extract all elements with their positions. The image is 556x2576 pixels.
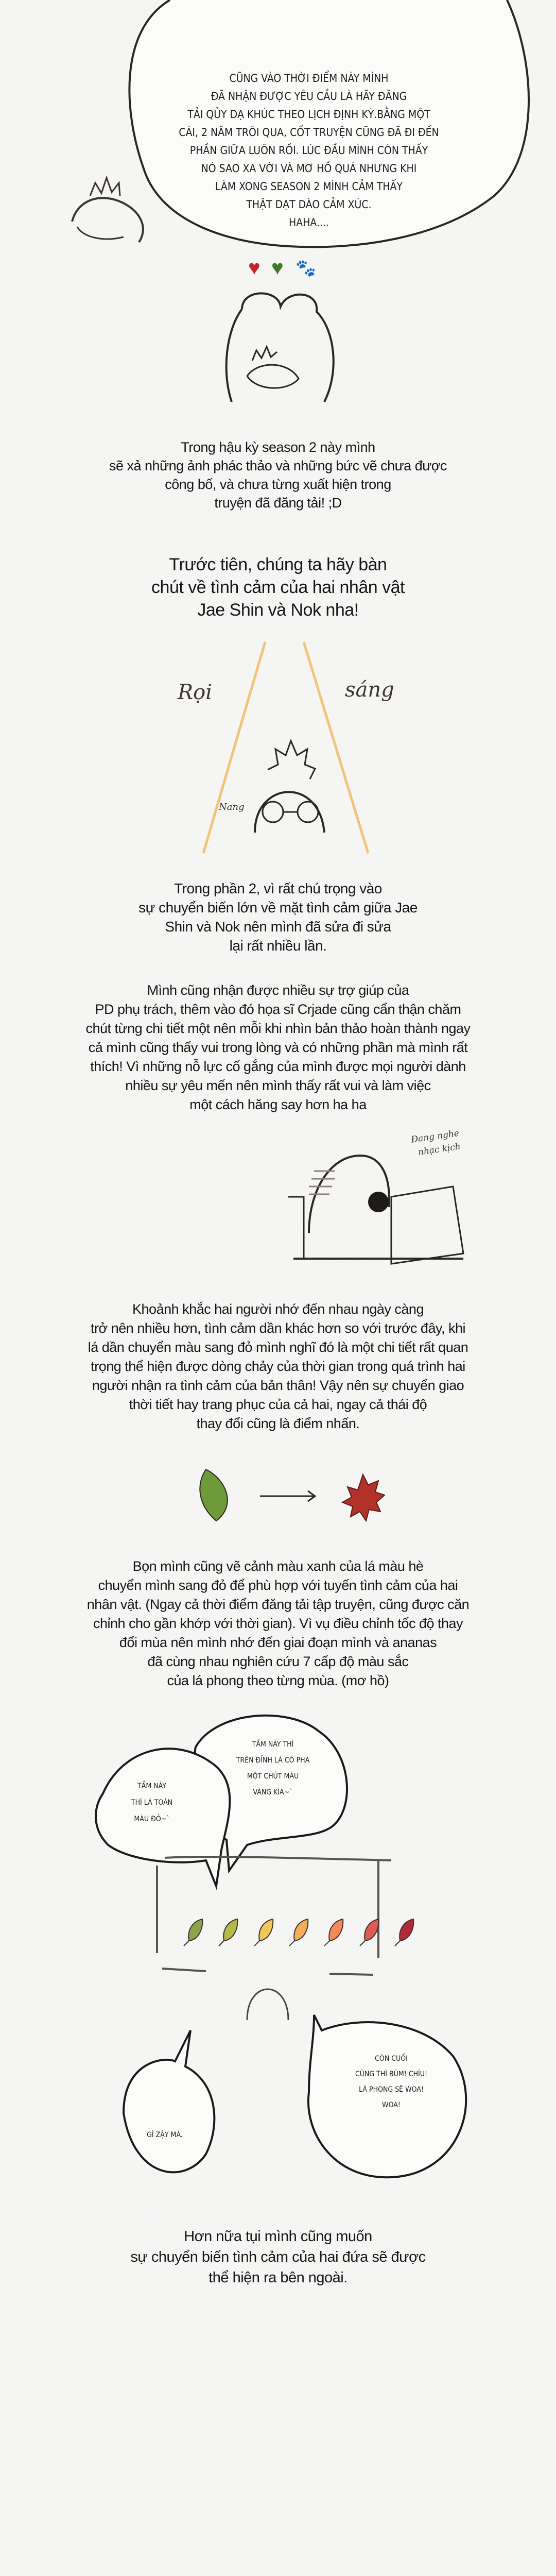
green-heart-icon: ♥ [271, 256, 284, 279]
leaf-icon [359, 1917, 379, 1948]
bubble-line: MỘT CHÚT MÀU [247, 1772, 299, 1781]
bubble-line: GÌ ZẬY MÁ. [147, 2131, 183, 2139]
spotlight-sketch [0, 642, 556, 863]
bubble-line: TẦM NÀY [137, 1782, 166, 1790]
bubble-line: CÙNG THÌ BÙM! CHÍU! [355, 2070, 428, 2078]
green-leaf-icon [200, 1469, 228, 1521]
paragraph-season2 [0, 879, 556, 955]
text-line: thể hiện ra bên ngoài. [208, 2269, 348, 2286]
bubble-line: WOA! [382, 2101, 401, 2109]
bubble-line: TẦM NÀY THÌ [252, 1740, 294, 1749]
text-line: người nhận ra tình cảm của bản thân! Vậy nên sự chuyển giao [92, 1378, 464, 1393]
text-line: Hơn nữa tụi mình cũng muốn [184, 2228, 372, 2245]
text-line: thay đổi cũng là điểm nhấn. [196, 1416, 360, 1431]
bubble-line: PHẦN GIỮA LUÔN RỒI. LÚC ĐẦU MÌNH CÒN THẤY [189, 144, 428, 157]
text-line: sẽ xả những ảnh phác thảo và những bức vẽ chưa được [109, 458, 447, 473]
text-line: truyện đã đăng tải! ;D [214, 495, 342, 511]
bubble-line: TRÊN ĐỈNH LÁ CÓ PHA [236, 1756, 310, 1765]
spotlight-right-word: sáng [345, 678, 394, 702]
computer-section [0, 1130, 556, 1279]
text-line: một cách hăng say hơn ha ha [189, 1097, 367, 1112]
text-line: nhân vật. (Ngay cả thời điểm đăng tải tập truyện, cũng được căn [86, 1597, 470, 1612]
paragraph-help [0, 981, 556, 1114]
leaf-icon [183, 1917, 203, 1948]
bubble-line: VÀNG KÌA~` [253, 1788, 293, 1797]
text-line: thời tiết hay trang phục của cả hai, ngay cả thái độ [129, 1397, 427, 1412]
text-line: Trước tiên, chúng ta hãy bàn [169, 555, 387, 574]
intro-bubble-text [154, 70, 463, 232]
text-line: Mình cũng nhận được nhiều sự trợ giúp của [147, 982, 409, 998]
text-line: PD phụ trách, thêm vào đó họa sĩ Crjade cũng cẩn thận chăm [95, 1002, 461, 1017]
note-line: nhạc kịch [417, 1141, 461, 1158]
note-line: Đang nghe [410, 1128, 460, 1145]
paragraph-closing [0, 2226, 556, 2309]
text-line: Trong phần 2, vì rất chú trọng vào [174, 880, 382, 896]
leaf-icon [323, 1917, 344, 1948]
bear-sketch-section [0, 289, 556, 412]
bubble-line: CŨNG VÀO THỜI ĐIỂM NÀY MÌNH [229, 72, 389, 84]
icon-row [0, 258, 556, 283]
bear-hug-sketch [0, 289, 556, 412]
bubble-line: NÓ SAO XA VỜI VÀ MƠ HỒ QUÁ NHƯNG KHI [201, 162, 417, 175]
text-line: chút về tình cảm của hai nhân vật [151, 578, 405, 597]
bubble-line: THẬT DẠT DÀO CẢM XÚC. [246, 198, 372, 211]
spotlight-small-word: Nang [219, 802, 245, 812]
text-line: Trong hậu kỳ season 2 này mình [181, 439, 375, 455]
bubble-red-leaf [100, 1778, 203, 1827]
leaf-color-scale [183, 1917, 414, 1948]
leaf-icon [253, 1917, 274, 1948]
spotlight-section [0, 642, 556, 863]
paw-icon: 🐾 [296, 259, 316, 277]
bubble-line: CÒN CUỐI [375, 2055, 408, 2063]
text-line: đổi mùa nên mình nhớ đến giai đoạn mình và ananas [119, 1635, 437, 1650]
text-line: nhiều sự yêu mến nên mình thấy rất vui và làm việc [125, 1078, 431, 1093]
leaf-icon [218, 1917, 238, 1948]
paragraph-intro-characters [0, 553, 556, 621]
red-maple-leaf-icon [342, 1475, 385, 1521]
leaf-transition [0, 1459, 556, 1531]
paragraph-sketches [0, 438, 556, 512]
comic-section [0, 1721, 556, 2195]
heart-icon: ♥ [248, 256, 260, 279]
paragraph-moments [0, 1300, 556, 1433]
bubble-reply [124, 2131, 206, 2139]
intro-section [0, 0, 556, 252]
leaf-icon [394, 1917, 414, 1948]
headphones-computer-sketch [0, 1130, 556, 1279]
text-line: sự chuyển biến tình cảm của hai đứa sẽ được [130, 2249, 426, 2265]
bubble-line: ĐÃ NHẬN ĐƯỢC YÊU CẦU LÀ HÃY ĐĂNG [211, 90, 407, 103]
text-line: chuyển mình sang đỏ để phù hợp với tuyến tình cảm của hai [98, 1578, 458, 1593]
text-line: Shin và Nok nên mình đã sửa đi sửa [165, 919, 391, 935]
bubble-line: TẢI QỦY DẠ KHÚC THEO LỊCH ĐỊNH KỲ.BẰNG MỘT [187, 108, 430, 121]
text-line: sự chuyển biến lớn về mặt tình cảm giữa Jae [138, 900, 418, 916]
text-line: trở nên nhiều hơn, tình cảm dần khác hơn so với trước đây, khi [91, 1320, 465, 1336]
text-line: của lá phong theo từng mùa. (mơ hồ) [167, 1673, 389, 1688]
bubble-line: THÌ LÁ TOÀN [131, 1799, 173, 1807]
bubble-line: CÁI, 2 NĂM TRÔI QUA, CỐT TRUYỆN CŨNG ĐÃ ĐI ĐẾN [179, 126, 439, 139]
text-line: Bọn mình cũng vẽ cảnh màu xanh của lá màu hè [132, 1558, 424, 1574]
text-line: lá dần chuyển màu sang đỏ mình nghĩ đó là một chi tiết rất quan [88, 1340, 468, 1355]
bubble-final [324, 2051, 458, 2113]
leaf-transition-section [0, 1459, 556, 1531]
text-line: chỉnh cho gần khớp với thời gian). Vì vụ điều chỉnh tốc độ thay [93, 1616, 463, 1631]
bubble-line: HAHA.... [289, 216, 329, 229]
text-line: trọng thể hiện được dòng chảy của thời gian trong quá trình hai [91, 1359, 465, 1374]
text-line: đã cùng nhau nghiên cứu 7 cấp độ màu sắc [147, 1654, 409, 1669]
bubble-line: LÀM XONG SEASON 2 MÌNH CẢM THẤY [215, 180, 403, 193]
text-line: Khoảnh khắc hai người nhớ đến nhau ngày càng [132, 1301, 424, 1317]
text-line: Jae Shin và Nok nha! [197, 600, 359, 620]
text-line: cả mình cũng thấy vui trong lòng và có những phần mà mình rất [88, 1040, 468, 1055]
bubble-yellow-tip [216, 1737, 329, 1801]
text-line: công bố, và chưa từng xuất hiện trong [165, 477, 391, 492]
bubble-line: MÀU ĐỎ~` [134, 1815, 170, 1823]
text-line: lại rất nhiều lần. [229, 938, 327, 954]
text-line: thích! Vì những nỗ lực cố gắng của mình được mọi người dành [90, 1059, 466, 1074]
bubble-line: LÁ PHONG SẼ WOA! [359, 2086, 424, 2094]
spotlight-left-word: Rọi [178, 681, 212, 704]
text-line: chút từng chi tiết một nên mỗi khi nhìn bản thảo hoàn thành ngay [85, 1021, 471, 1036]
paragraph-leaves [0, 1557, 556, 1690]
leaf-icon [288, 1917, 309, 1948]
